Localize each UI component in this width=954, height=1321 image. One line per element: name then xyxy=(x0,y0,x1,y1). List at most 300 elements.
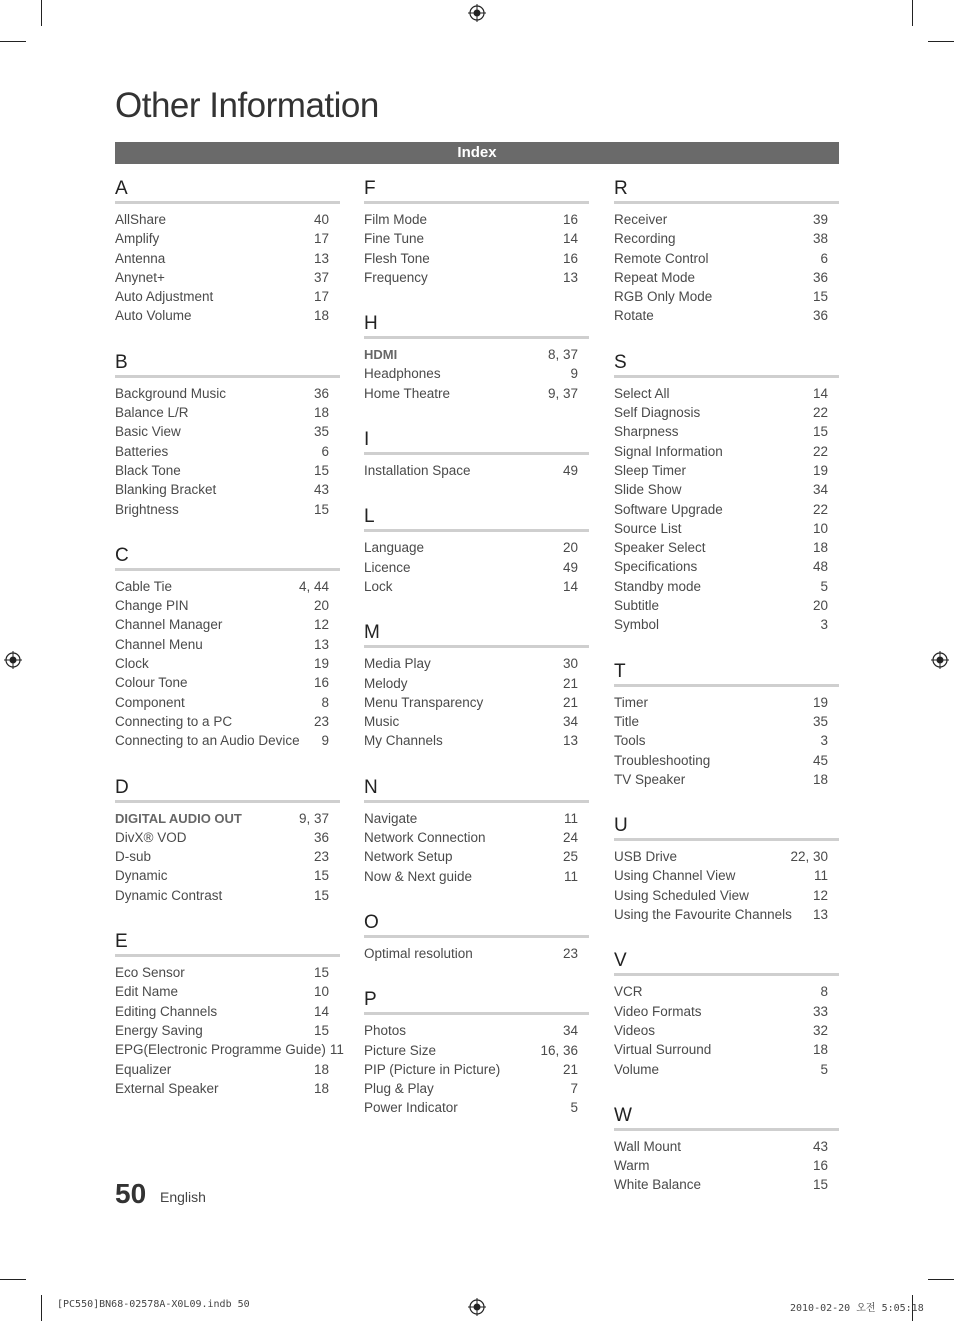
entry-pages: 22, 30 xyxy=(790,849,828,865)
index-entry xyxy=(115,442,340,461)
index-entry xyxy=(115,693,340,712)
index-entry xyxy=(364,1098,589,1117)
entry-pages: 9 xyxy=(570,366,578,382)
entry-term: Subtitle xyxy=(614,598,660,614)
entry-term: Picture Size xyxy=(364,1042,437,1058)
index-column xyxy=(115,178,344,1125)
section-letter: I xyxy=(364,430,589,455)
entry-pages: 48 xyxy=(812,559,828,575)
index-section xyxy=(364,179,589,287)
entry-term: Source List xyxy=(614,520,682,536)
index-section xyxy=(614,1106,839,1195)
entry-term: Clock xyxy=(115,656,149,672)
entry-term: Frequency xyxy=(364,269,428,285)
index-entry xyxy=(614,1156,839,1175)
section-letter: M xyxy=(364,623,589,648)
index-entry xyxy=(364,1060,589,1079)
index-entry xyxy=(614,770,839,789)
index-section xyxy=(614,353,839,635)
entry-pages: 39 xyxy=(812,212,828,227)
section-letter: F xyxy=(364,179,589,204)
index-entry xyxy=(614,461,839,480)
entry-pages: 9, 37 xyxy=(298,810,329,826)
entry-pages: 15 xyxy=(812,424,828,440)
entry-term: Now & Next guide xyxy=(364,868,473,884)
section-letter: O xyxy=(364,913,589,938)
index-column xyxy=(364,179,589,1145)
index-entry xyxy=(364,364,589,383)
entry-term: PIP (Picture in Picture) xyxy=(364,1061,501,1077)
entry-term: Background Music xyxy=(115,385,227,401)
index-entry xyxy=(115,596,340,615)
entry-pages: 16, 36 xyxy=(540,1042,578,1058)
entry-pages: 36 xyxy=(812,308,828,324)
registration-target-icon xyxy=(468,1298,486,1316)
entry-term: Signal Information xyxy=(614,443,723,459)
crop-mark xyxy=(0,41,26,42)
entry-term: Sharpness xyxy=(614,424,679,440)
index-entry xyxy=(364,384,589,403)
entry-term: Auto Adjustment xyxy=(115,289,214,305)
index-entry xyxy=(364,847,589,866)
index-section xyxy=(364,314,589,403)
index-entry xyxy=(614,1021,839,1040)
entry-term: Repeat Mode xyxy=(614,269,696,285)
registration-target-icon xyxy=(931,651,949,669)
entry-pages: 20 xyxy=(562,540,578,556)
index-entry xyxy=(614,693,839,712)
index-entry xyxy=(115,886,340,905)
index-entry xyxy=(364,944,589,963)
entry-pages: 15 xyxy=(313,1022,329,1038)
entry-term: Media Play xyxy=(364,656,431,672)
entry-pages: 16 xyxy=(562,212,578,227)
section-letter: P xyxy=(364,990,589,1015)
index-section xyxy=(614,179,839,326)
section-letter: N xyxy=(364,778,589,803)
entry-term: Timer xyxy=(614,694,648,710)
index-section xyxy=(364,430,589,480)
entry-term: Language xyxy=(364,540,425,556)
index-entry xyxy=(115,615,340,634)
section-letter: A xyxy=(115,179,340,204)
entry-pages: 9, 37 xyxy=(547,385,578,401)
index-entry xyxy=(614,442,839,461)
entry-term: Plug & Play xyxy=(364,1081,434,1097)
entry-pages: 14 xyxy=(562,231,578,247)
entry-term: Batteries xyxy=(115,443,169,459)
index-entry xyxy=(115,1079,340,1098)
entry-term: VCR xyxy=(614,984,643,1000)
index-entry xyxy=(115,268,340,287)
entry-term: Videos xyxy=(614,1022,656,1038)
index-entry xyxy=(614,500,839,519)
registration-target-icon xyxy=(468,4,486,22)
index-entry xyxy=(364,731,589,750)
index-entry xyxy=(614,751,839,770)
entry-pages: 34 xyxy=(562,1023,578,1039)
entry-term: Speaker Select xyxy=(614,540,706,556)
entry-pages: 36 xyxy=(313,385,329,401)
index-entry xyxy=(364,577,589,596)
index-entry xyxy=(614,1060,839,1079)
entry-term: Melody xyxy=(364,675,408,691)
index-entry xyxy=(614,403,839,422)
index-section xyxy=(614,662,839,789)
entry-term: White Balance xyxy=(614,1177,702,1193)
index-entry xyxy=(614,1137,839,1156)
index-entry xyxy=(364,674,589,693)
entry-term: Remote Control xyxy=(614,250,709,266)
entry-term: Video Formats xyxy=(614,1003,702,1019)
crop-mark xyxy=(928,1279,954,1280)
entry-pages: 34 xyxy=(812,482,828,498)
index-entry xyxy=(115,963,340,982)
index-entry xyxy=(364,345,589,364)
entry-pages: 20 xyxy=(812,598,828,614)
index-entry xyxy=(364,249,589,268)
entry-term: Lock xyxy=(364,578,393,594)
entry-term: External Speaker xyxy=(115,1080,219,1096)
entry-pages: 17 xyxy=(313,231,329,247)
entry-pages: 6 xyxy=(820,250,828,266)
index-entry xyxy=(364,1021,589,1040)
index-entry xyxy=(115,1060,340,1079)
entry-term: Brightness xyxy=(115,501,179,517)
index-entry xyxy=(614,847,839,866)
entry-pages: 35 xyxy=(313,424,329,440)
entry-term: Eco Sensor xyxy=(115,965,185,981)
section-letter: S xyxy=(614,353,839,378)
index-entry xyxy=(115,210,340,229)
entry-pages: 18 xyxy=(812,540,828,556)
entry-term: Volume xyxy=(614,1061,660,1077)
entry-pages: 11 xyxy=(329,1042,344,1058)
index-entry xyxy=(614,712,839,731)
entry-pages: 18 xyxy=(313,405,329,421)
page-title: Other Information xyxy=(115,86,379,125)
entry-pages: 16 xyxy=(562,250,578,266)
entry-pages: 22 xyxy=(812,443,828,459)
entry-pages: 7 xyxy=(570,1081,578,1097)
index-section xyxy=(364,778,589,886)
entry-pages: 21 xyxy=(562,675,578,691)
index-entry xyxy=(614,422,839,441)
entry-term: Antenna xyxy=(115,250,166,266)
index-entry xyxy=(115,461,340,480)
entry-term: RGB Only Mode xyxy=(614,289,713,305)
entry-term: Title xyxy=(614,713,640,729)
entry-pages: 5 xyxy=(820,578,828,594)
entry-pages: 23 xyxy=(313,713,329,729)
index-entry xyxy=(614,1002,839,1021)
index-entry xyxy=(614,229,839,248)
entry-pages: 15 xyxy=(313,868,329,884)
index-entry xyxy=(614,538,839,557)
entry-pages: 3 xyxy=(820,617,828,633)
entry-term: D-sub xyxy=(115,849,152,865)
entry-term: Wall Mount xyxy=(614,1138,682,1154)
entry-pages: 18 xyxy=(812,1042,828,1058)
entry-term: Troubleshooting xyxy=(614,752,711,768)
entry-term: Editing Channels xyxy=(115,1003,218,1019)
index-entry xyxy=(614,577,839,596)
index-entry xyxy=(115,847,340,866)
index-entry xyxy=(614,866,839,885)
index-entry xyxy=(364,1041,589,1060)
entry-pages: 32 xyxy=(812,1022,828,1038)
entry-pages: 43 xyxy=(812,1138,828,1154)
entry-term: Film Mode xyxy=(364,212,428,227)
entry-pages: 12 xyxy=(313,617,329,633)
entry-term: Self Diagnosis xyxy=(614,405,701,421)
entry-pages: 9 xyxy=(321,733,329,749)
crop-mark xyxy=(41,1295,42,1321)
entry-pages: 21 xyxy=(562,1061,578,1077)
print-slug-date: 2010-02-20 오전 5:05:18 xyxy=(790,1303,924,1314)
entry-term: Navigate xyxy=(364,810,418,826)
entry-term: Receiver xyxy=(614,212,668,227)
entry-term: Optimal resolution xyxy=(364,945,473,961)
entry-pages: 5 xyxy=(820,1061,828,1077)
entry-term: Tools xyxy=(614,733,646,749)
entry-pages: 33 xyxy=(812,1003,828,1019)
index-entry xyxy=(614,268,839,287)
index-column xyxy=(614,179,839,1222)
crop-mark xyxy=(912,0,913,26)
entry-pages: 14 xyxy=(812,385,828,401)
entry-term: Equalizer xyxy=(115,1061,172,1077)
index-entry xyxy=(614,905,839,924)
entry-term: Home Theatre xyxy=(364,385,451,401)
entry-pages: 15 xyxy=(313,887,329,903)
entry-pages: 38 xyxy=(812,231,828,247)
entry-term: Slide Show xyxy=(614,482,682,498)
entry-pages: 16 xyxy=(313,675,329,691)
entry-term: Specifications xyxy=(614,559,698,575)
entry-pages: 10 xyxy=(812,520,828,536)
index-section xyxy=(364,623,589,750)
section-letter: B xyxy=(115,353,340,378)
entry-pages: 12 xyxy=(812,887,828,903)
entry-pages: 49 xyxy=(562,463,578,479)
entry-term: DIGITAL AUDIO OUT xyxy=(115,810,242,826)
entry-term: Using Channel View xyxy=(614,868,736,884)
section-letter: L xyxy=(364,507,589,532)
crop-mark xyxy=(41,0,42,26)
entry-term: Colour Tone xyxy=(115,675,188,691)
index-entry xyxy=(364,809,589,828)
entry-pages: 30 xyxy=(562,656,578,672)
index-entry xyxy=(115,384,340,403)
section-letter: W xyxy=(614,1106,839,1131)
entry-pages: 4, 44 xyxy=(298,578,329,594)
entry-pages: 21 xyxy=(562,694,578,710)
entry-pages: 43 xyxy=(313,482,329,498)
index-entry xyxy=(115,828,340,847)
index-section xyxy=(115,778,340,905)
entry-term: Standby mode xyxy=(614,578,702,594)
entry-pages: 8, 37 xyxy=(547,347,578,363)
entry-term: Blanking Bracket xyxy=(115,482,217,498)
entry-pages: 13 xyxy=(562,733,578,749)
index-entry xyxy=(614,480,839,499)
entry-pages: 36 xyxy=(812,269,828,285)
entry-term: My Channels xyxy=(364,733,443,749)
entry-pages: 8 xyxy=(820,984,828,1000)
index-entry xyxy=(614,557,839,576)
index-entry xyxy=(614,249,839,268)
index-entry xyxy=(115,654,340,673)
index-entry xyxy=(364,867,589,886)
entry-pages: 18 xyxy=(313,308,329,324)
entry-pages: 13 xyxy=(313,636,329,652)
index-entry xyxy=(614,886,839,905)
section-letter: R xyxy=(614,179,839,204)
index-section xyxy=(364,507,589,596)
entry-term: Network Setup xyxy=(364,849,453,865)
entry-pages: 34 xyxy=(562,714,578,730)
entry-term: Connecting to a PC xyxy=(115,713,233,729)
index-entry xyxy=(614,519,839,538)
entry-term: Photos xyxy=(364,1023,407,1039)
entry-term: Black Tone xyxy=(115,462,181,478)
index-section xyxy=(364,990,589,1117)
entry-term: Rotate xyxy=(614,308,654,324)
entry-term: Headphones xyxy=(364,366,441,382)
entry-term: Music xyxy=(364,714,400,730)
entry-pages: 11 xyxy=(813,868,828,884)
entry-pages: 20 xyxy=(313,598,329,614)
index-entry xyxy=(115,866,340,885)
entry-term: Balance L/R xyxy=(115,405,189,421)
entry-pages: 14 xyxy=(313,1003,329,1019)
entry-pages: 37 xyxy=(313,269,329,285)
entry-term: Anynet+ xyxy=(115,269,165,285)
entry-term: Cable Tie xyxy=(115,578,173,594)
entry-term: Energy Saving xyxy=(115,1022,203,1038)
entry-term: Licence xyxy=(364,559,411,575)
entry-term: Sleep Timer xyxy=(614,462,687,478)
entry-term: Connecting to an Audio Device xyxy=(115,733,300,749)
entry-pages: 15 xyxy=(812,1177,828,1193)
entry-term: HDMI xyxy=(364,347,398,363)
index-entry xyxy=(115,306,340,325)
index-entry xyxy=(614,982,839,1001)
print-slug-file: [PC550]BN68-02578A-X0L09.indb 50 xyxy=(57,1299,250,1310)
entry-pages: 15 xyxy=(313,462,329,478)
index-entry xyxy=(364,461,589,480)
index-section xyxy=(614,951,839,1078)
registration-target-icon xyxy=(4,651,22,669)
index-entry xyxy=(115,673,340,692)
entry-pages: 11 xyxy=(563,810,578,826)
section-letter: T xyxy=(614,662,839,687)
entry-pages: 40 xyxy=(313,212,329,227)
entry-term: Menu Transparency xyxy=(364,694,484,710)
index-heading: Index xyxy=(115,142,839,164)
entry-term: Select All xyxy=(614,385,670,401)
entry-pages: 17 xyxy=(313,289,329,305)
index-section xyxy=(614,816,839,924)
entry-term: Using Scheduled View xyxy=(614,887,749,903)
index-entry xyxy=(614,306,839,325)
entry-term: AllShare xyxy=(115,212,167,227)
entry-term: Channel Menu xyxy=(115,636,203,652)
entry-pages: 3 xyxy=(820,733,828,749)
index-entry xyxy=(614,210,839,229)
entry-term: Symbol xyxy=(614,617,660,633)
entry-pages: 15 xyxy=(812,289,828,305)
entry-term: TV Speaker xyxy=(614,771,686,787)
index-section xyxy=(115,179,340,326)
entry-pages: 10 xyxy=(313,984,329,1000)
entry-pages: 18 xyxy=(313,1080,329,1096)
entry-pages: 11 xyxy=(563,868,578,884)
index-entry xyxy=(115,577,340,596)
entry-pages: 19 xyxy=(812,694,828,710)
entry-pages: 8 xyxy=(321,694,329,710)
entry-term: Dynamic xyxy=(115,868,168,884)
entry-term: Channel Manager xyxy=(115,617,223,633)
entry-pages: 13 xyxy=(313,250,329,266)
entry-pages: 24 xyxy=(562,830,578,846)
index-entry xyxy=(614,731,839,750)
index-entry xyxy=(364,712,589,731)
entry-term: Virtual Surround xyxy=(614,1042,712,1058)
entry-term: Dynamic Contrast xyxy=(115,887,223,903)
index-entry xyxy=(115,731,340,750)
entry-pages: 25 xyxy=(562,849,578,865)
entry-pages: 45 xyxy=(812,752,828,768)
index-entry xyxy=(115,249,340,268)
entry-term: Installation Space xyxy=(364,463,471,479)
index-section xyxy=(364,913,589,963)
index-entry xyxy=(614,1175,839,1194)
section-letter: H xyxy=(364,314,589,339)
entry-term: Change PIN xyxy=(115,598,189,614)
entry-pages: 23 xyxy=(562,945,578,961)
index-section xyxy=(115,931,344,1098)
index-entry xyxy=(115,403,340,422)
entry-term: Software Upgrade xyxy=(614,501,723,517)
entry-pages: 5 xyxy=(570,1100,578,1116)
index-entry xyxy=(115,982,340,1001)
section-letter: V xyxy=(614,951,839,976)
entry-pages: 14 xyxy=(562,578,578,594)
entry-term: USB Drive xyxy=(614,849,678,865)
entry-term: Power Indicator xyxy=(364,1100,458,1116)
index-section xyxy=(115,353,340,519)
index-entry xyxy=(364,268,589,287)
entry-pages: 23 xyxy=(313,849,329,865)
entry-pages: 49 xyxy=(562,559,578,575)
index-section xyxy=(115,546,340,751)
page-number: 50 xyxy=(115,1178,147,1209)
entry-pages: 16 xyxy=(812,1158,828,1174)
entry-term: Amplify xyxy=(115,231,160,247)
entry-pages: 15 xyxy=(313,501,329,517)
index-entry xyxy=(115,1040,344,1059)
entry-term: Fine Tune xyxy=(364,231,425,247)
index-entry xyxy=(115,1021,340,1040)
index-entry xyxy=(364,654,589,673)
entry-term: Recording xyxy=(614,231,676,247)
index-entry xyxy=(364,538,589,557)
entry-pages: 22 xyxy=(812,405,828,421)
index-entry xyxy=(115,635,340,654)
index-entry xyxy=(115,500,340,519)
